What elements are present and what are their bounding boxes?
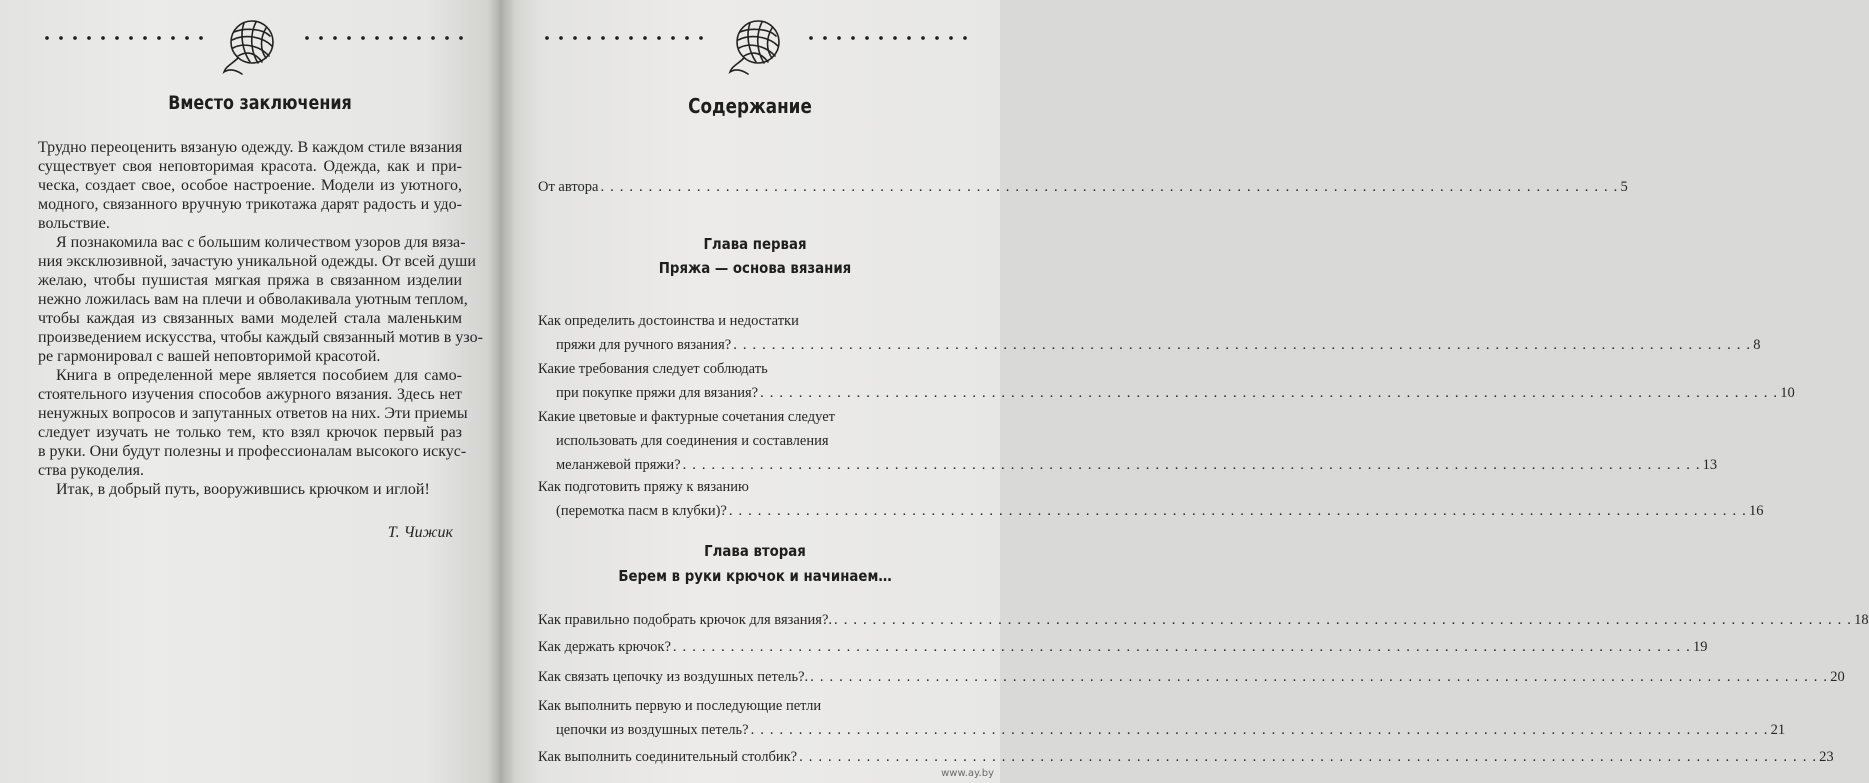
- body-line: чтобы каждая из связанных вами моделей стала маленьким: [38, 310, 462, 327]
- body-line: в руки. Они будут полезны и профессионалам высокого искус-: [38, 443, 467, 460]
- body-line: желаю, чтобы пушистая мягкая пряжа в связанном изделии: [38, 272, 462, 289]
- body-line: ненужных вопросов и запутанных ответов на них. Эти приемы: [38, 405, 468, 422]
- toc-entry-text: Как подготовить пряжу к вязанию: [538, 479, 749, 495]
- toc-page-number: 13: [1702, 457, 1718, 473]
- toc-entry[interactable]: [538, 697, 1786, 739]
- toc-entry[interactable]: [538, 748, 1834, 766]
- toc-entry-text: при покупке пряжи для вязания?: [556, 385, 759, 401]
- body-line: ства рукоделия.: [38, 462, 144, 479]
- yarn-ball-icon: [728, 14, 786, 76]
- toc-entry-text: (перемотка пасм в клубки)?: [556, 503, 727, 519]
- body-line: стоятельного изучения способов ажурного вязания. Здесь нет: [38, 386, 462, 403]
- toc-entry-text: Как держать крючок?: [538, 639, 671, 655]
- chapter-title: Берем в руки крючок и начинаем…: [618, 567, 892, 585]
- toc-leader-dots: . . . . . . . . . . . . . . . . . . . . . . . . . . . . . . . . . . . . . . . . . . . . . . . . . . . . . . . . . . . . . . . . . . . . . . . . . . . . . . . . . . . . . . . . . . . . . . . . . . . . . . . . . .: [834, 612, 1853, 628]
- toc-entry-text: пряжи для ручного вязания?: [556, 337, 732, 353]
- toc-entry[interactable]: [538, 668, 1845, 686]
- body-line: ния эксклюзивной, зачастую уникальной одежды. От всей души: [38, 253, 476, 270]
- toc-entry-text: Как выполнить соединительный столбик?: [538, 749, 798, 765]
- chapter-label: Глава вторая: [704, 542, 806, 560]
- toc-entry-text: цепочки из воздушных петель?: [556, 722, 749, 738]
- chapter-label: Глава первая: [703, 235, 807, 253]
- toc-leader-dots: . . . . . . . . . . . . . . . . . . . . . . . . . . . . . . . . . . . . . . . . . . . . . . . . . . . . . . . . . . . . . . . . . . . . . . . . . . . . . . . . . . . . . . . . . . . . . . . . . . . . . . . . . .: [750, 722, 1769, 738]
- yarn-ball-icon: [222, 14, 280, 76]
- body-line: произведением искусства, чтобы каждый связанный мотив в узо-: [38, 329, 483, 346]
- toc-leader-dots: . . . . . . . . . . . . . . . . . . . . . . . . . . . . . . . . . . . . . . . . . . . . . . . . . . . . . . . . . . . . . . . . . . . . . . . . . . . . . . . . . . . . . . . . . . . . . . . . . . . . . . . . . .: [600, 179, 1619, 195]
- toc-page-number: 19: [1692, 639, 1708, 655]
- toc-entry-text: Как выполнить первую и последующие петли: [538, 698, 822, 714]
- toc-leader-dots: . . . . . . . . . . . . . . . . . . . . . . . . . . . . . . . . . . . . . . . . . . . . . . . . . . . . . . . . . . . . . . . . . . . . . . . . . . . . . . . . . . . . . . . . . . . . . . . . . . . . . . . . . .: [760, 385, 1779, 401]
- body-line: Я познакомила вас с большим количеством узоров для вяза-: [56, 234, 466, 251]
- body-line: ре гармонировал с вашей неповторимой красотой.: [38, 348, 381, 365]
- body-line: Трудно переоценить вязаную одежду. В каждом стиле вязания: [38, 139, 463, 156]
- body-line: следует изучать не только тем, кто взял крючок первый раз: [38, 424, 462, 441]
- toc-entry-text: Какие требования следует соблюдать: [538, 361, 768, 377]
- body-line: нежно ложилась вам на плечи и обволакивала уютным теплом,: [38, 291, 468, 308]
- toc-entry-from-author[interactable]: [538, 178, 1628, 196]
- toc-page-number: 5: [1620, 179, 1628, 195]
- toc-leader-dots: . . . . . . . . . . . . . . . . . . . . . . . . . . . . . . . . . . . . . . . . . . . . . . . . . . . . . . . . . . . . . . . . . . . . . . . . . . . . . . . . . . . . . . . . . . . . . . . . . . . . . . . . . .: [682, 457, 1701, 473]
- toc-leader-dots: . . . . . . . . . . . . . . . . . . . . . . . . . . . . . . . . . . . . . . . . . . . . . . . . . . . . . . . . . . . . . . . . . . . . . . . . . . . . . . . . . . . . . . . . . . . . . . . . . . . . . . . . . .: [799, 749, 1818, 765]
- body-line: вольствие.: [38, 215, 110, 232]
- body-line: Итак, в добрый путь, вооружившись крючком и иглой!: [56, 481, 430, 498]
- site-watermark: www.ay.by: [941, 768, 994, 779]
- toc-entry-text: Какие цветовые и фактурные сочетания следует: [538, 409, 835, 425]
- ornament-dots-right-a: [540, 34, 712, 42]
- body-line: существует своя неповторимая красота. Одежда, как и при-: [38, 158, 462, 175]
- toc-leader-dots: . . . . . . . . . . . . . . . . . . . . . . . . . . . . . . . . . . . . . . . . . . . . . . . . . . . . . . . . . . . . . . . . . . . . . . . . . . . . . . . . . . . . . . . . . . . . . . . . . . . . . . . . . .: [672, 639, 1691, 655]
- ornament-dots-left-a: [40, 34, 212, 42]
- toc-page-number: 21: [1770, 722, 1786, 738]
- toc-page-number: 10: [1780, 385, 1795, 401]
- contents-title: Содержание: [688, 94, 812, 118]
- toc-entry-text: От автора: [538, 179, 599, 195]
- body-line: модного, связанного вручную трикотажа дарят радость и удо-: [38, 196, 462, 213]
- toc-entry[interactable]: [538, 611, 1869, 629]
- afterword-title: Вместо заключения: [168, 92, 352, 114]
- body-line: ческа, создает свое, особое настроение. Модели из уютного,: [38, 177, 462, 194]
- toc-page-number: 18: [1854, 612, 1869, 628]
- ornament-dots-left-b: [300, 34, 472, 42]
- toc-page-number: 23: [1819, 749, 1834, 765]
- toc-page-number: 16: [1748, 503, 1764, 519]
- body-line: Книга в определенной мере является пособием для само-: [56, 367, 462, 384]
- toc-entry[interactable]: [538, 360, 1795, 402]
- toc-leader-dots: . . . . . . . . . . . . . . . . . . . . . . . . . . . . . . . . . . . . . . . . . . . . . . . . . . . . . . . . . . . . . . . . . . . . . . . . . . . . . . . . . . . . . . . . . . . . . . . . . . . . . . . . . .: [810, 669, 1829, 685]
- toc-entry-text: Как определить достоинства и недостатки: [538, 313, 799, 329]
- ornament-dots-right-b: [804, 34, 974, 42]
- toc-entry-text: использовать для соединения и составления: [556, 433, 829, 449]
- author-signature: Т. Чижик: [387, 524, 453, 541]
- toc-entry-text: меланжевой пряжи?: [556, 457, 681, 473]
- toc-page-number: 20: [1830, 669, 1845, 685]
- toc-entry[interactable]: [538, 478, 1764, 520]
- toc-leader-dots: . . . . . . . . . . . . . . . . . . . . . . . . . . . . . . . . . . . . . . . . . . . . . . . . . . . . . . . . . . . . . . . . . . . . . . . . . . . . . . . . . . . . . . . . . . . . . . . . . . . . . . . . . .: [733, 337, 1752, 353]
- toc-leader-dots: . . . . . . . . . . . . . . . . . . . . . . . . . . . . . . . . . . . . . . . . . . . . . . . . . . . . . . . . . . . . . . . . . . . . . . . . . . . . . . . . . . . . . . . . . . . . . . . . . . . . . . . . . .: [728, 503, 1747, 519]
- toc-entry[interactable]: [538, 638, 1708, 656]
- toc-entry-text: Как правильно подобрать крючок для вязания?.: [538, 612, 833, 628]
- toc-entry[interactable]: [538, 408, 1718, 474]
- chapter-title: Пряжа — основа вязания: [658, 259, 852, 277]
- toc-entry-text: Как связать цепочку из воздушных петель?.: [538, 669, 809, 685]
- toc-entry[interactable]: [538, 312, 1761, 354]
- toc-page-number: 8: [1753, 337, 1761, 353]
